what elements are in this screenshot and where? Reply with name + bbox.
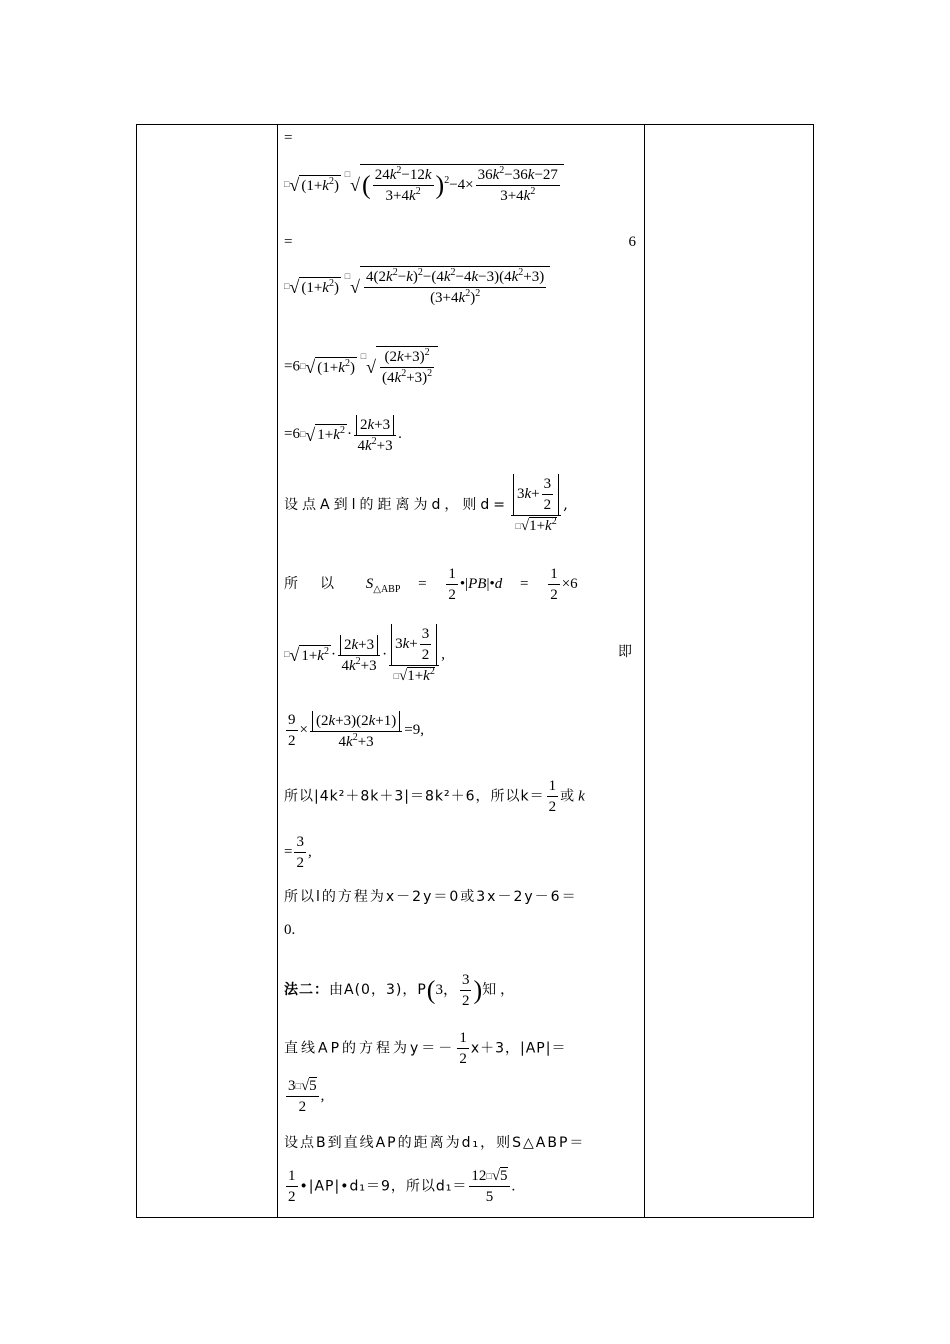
radical-1-plus-k2: □√ $(1+k^2)$ — [284, 277, 339, 298]
radical-1-plus-k2: □√ $1+k^2$ — [284, 645, 329, 666]
solution-cell — [284, 124, 636, 1218]
fraction-abs: $\frac{2k+3}{4k^2+3}$ — [354, 414, 396, 456]
zhi-text: 知， — [482, 981, 519, 998]
k-solution-line: 所以|4k²＋8k＋3|＝8k²＋6，所以k＝ $\frac{1}{2}$ 或k — [284, 778, 585, 815]
method-two-line: 法二：由A(0，3)，P(3， $\frac{3}{2}$ )知， — [284, 972, 519, 1009]
line-ap-text: 直线AP的方程为y＝－ — [284, 1040, 456, 1057]
radical-expanded: □√ $\frac{4(2k^2-k)^2-(4k^2-4k-3)(4k^2+3)}{(3+4k^2)^2}$ — [345, 266, 551, 308]
k-solution-line-2: = $\frac{3}{2}$ , — [284, 834, 312, 871]
ji-text: 即 — [618, 644, 636, 660]
final-text: •|AP|•d₁＝9，所以d₁＝ — [299, 1178, 468, 1195]
area-equation-line: $\frac{9}{2}$ × $\frac{(2k+3)(2k+1)}{4k^2+3}$ =9, — [284, 710, 424, 752]
equation-line-4 — [284, 266, 550, 308]
distance-fraction: 3k+ $\frac{3}{2}$ $^□√1+k^2$ — [511, 474, 561, 536]
coefficient-six: 6 — [628, 234, 636, 250]
huo-text: 或 — [560, 788, 579, 805]
distance-text: 设点A到l的距离为d，则d= — [284, 497, 509, 513]
distance-b-text: 设点B到直线AP的距离为d₁，则S△ABP＝ — [284, 1135, 586, 1151]
equation-line-6: =6□√ $1+k^2$ · $\frac{2k+3}{4k^2+3}$ . — [284, 414, 402, 456]
column-divider-left — [277, 125, 278, 1217]
radical-1-plus-k2: □√ $(1+k^2)$ — [299, 357, 355, 378]
distance-line: 设点A到l的距离为d，则d= 3k+ $\frac{3}{2}$ $^□√1+k^2$ , — [284, 476, 568, 534]
method-two-label: 法二： — [284, 981, 329, 998]
area-expansion-line: □√ $1+k^2$ · $\frac{2k+3}{4k^2+3}$ · 3k+ $\frac{3}{2}$ $^□√1+k^2$ , 即 — [284, 626, 636, 684]
radical-discriminant: □√( $\frac{24k^2-12k}{3+4k^2}$ )$^2$−4× $\frac{36k^2-36k-27}{3+4k^2}$ — [345, 164, 564, 206]
line-ap: 直线AP的方程为y＝－ $\frac{1}{2}$ x＋3，|AP|＝ — [284, 1030, 567, 1067]
method-two-text: 由A(0，3)，P — [329, 981, 427, 998]
equals-sign: = — [284, 234, 293, 250]
radical-simplified: □√ $\frac{(2k+3)^2}{(4k^2+3)^2}$ — [361, 346, 438, 388]
equation-line-1 — [284, 128, 292, 148]
suoyi-text: 所以 — [284, 575, 356, 592]
equation-line-5: =6□√ $(1+k^2)$ □√ $\frac{(2k+3)^2}{(4k^2+3)^2}$ — [284, 346, 438, 388]
equation-line-3 — [284, 232, 636, 252]
radical-1-plus-k2: □√ $(1+k^2)$ — [284, 175, 339, 196]
radical-1-plus-k2: □√ $1+k^2$ — [299, 424, 345, 445]
equals-sign: = — [284, 130, 293, 146]
final-line: $\frac{1}{2}$ •|AP|•d₁＝9，所以d₁＝ $\frac{12^□√5}{5}$ . — [288, 1168, 516, 1205]
column-divider-right — [644, 125, 645, 1217]
line-equation-end — [284, 920, 295, 940]
area-line: 所以 $S_{\triangle ABP}$ = $\frac{1}{2}$ •|PB|•d = $\frac{1}{2}$ ×6 — [284, 566, 578, 603]
equation-line-2 — [284, 164, 564, 206]
line-ap-tail: x＋3，|AP|＝ — [470, 1040, 567, 1057]
line-equation — [284, 886, 578, 907]
ap-length: $\frac{3^□√5}{2}$ , — [288, 1078, 325, 1115]
line-equation-text: 所以l的方程为x－2y＝0或3x－2y－6＝ — [284, 889, 578, 905]
zero-text: 0. — [284, 922, 296, 938]
k-solution-text: 所以|4k²＋8k＋3|＝8k²＋6，所以k＝ — [284, 788, 545, 805]
distance-b-line — [284, 1132, 585, 1153]
